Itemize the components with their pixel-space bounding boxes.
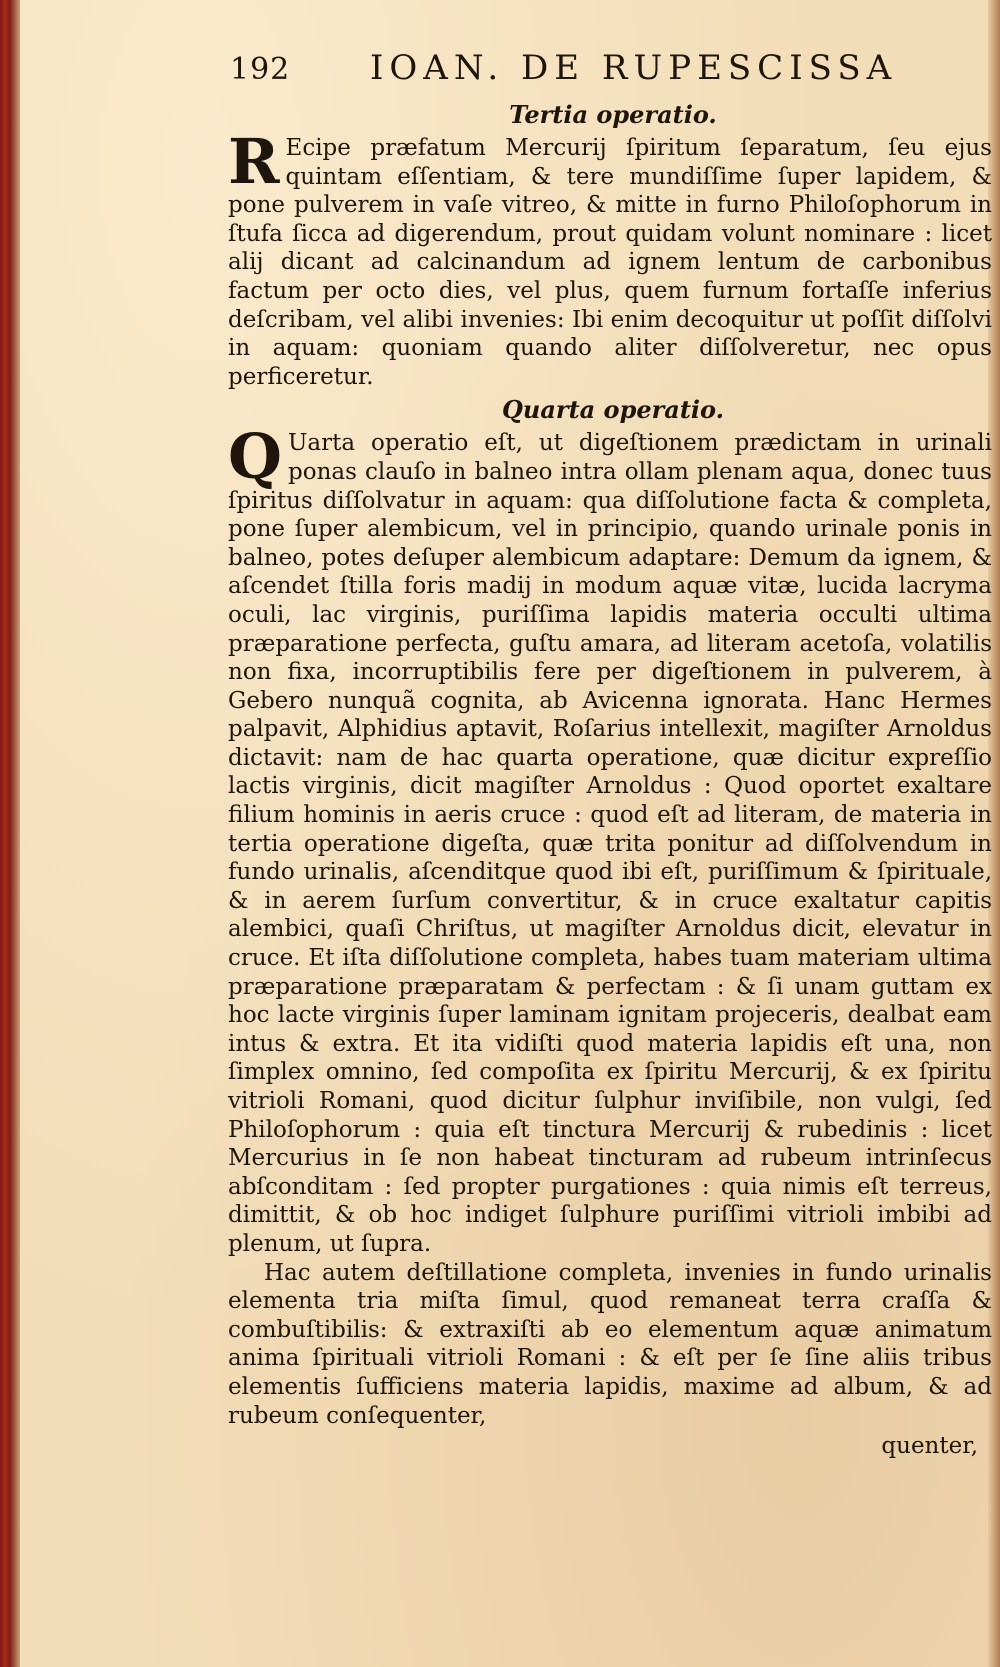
page-header <box>230 40 930 95</box>
catchword: quenter, <box>881 1433 978 1460</box>
paragraph-text: Uarta operatio eſt, ut digeſtionem prædictam in urinali ponas clauſo in balneo intra ollam plenam aqua, donec tuus ſpiritus diſſolvatur in aquam: qua diſſolutione facta & completa, pone ſuper alembicum, vel in principio, quando urinale ponis in balneo, potes deſuper alembicum adaptare: Demum da ignem, & aſcendet ſtilla foris madij in modum aquæ vitæ, lucida lacryma oculi, lac virginis, puriſſima lapidis materia occulti ultima præparatione perfecta, guſtu amara, ad literam acetoſa, volatilis non fixa, incorruptibilis fere per digeſtionem in pulverem, à Gebero nunquã cognita, ab Avicenna ignorata. Hanc Hermes palpavit, Alphidius aptavit, Roſarius intellexit, magiſter Arnoldus dictavit: nam de hac quarta operatione, quæ dicitur expreſſio lactis virginis, dicit magiſter Arnoldus : Quod oportet exaltare filium hominis in aeris cruce : quod eſt ad literam, de materia in tertia operatione digeſta, quæ trita ponitur ad diſſolvendum in fundo urinalis, aſcenditque quod ibi eſt, puriſſimum & ſpirituale, & in aerem ſurſum convertitur, & in cruce exaltatur capitis alembici, quaſi Chriſtus, ut magiſter Arnoldus dicit, elevatur in cruce. Et iſta diſſolutione completa, habes tuam materiam ultima præparatione præparatam & perfectam : & ſi unam guttam ex hoc lacte virginis ſuper laminam ignitam projeceris, dealbat eam intus & extra. Et ita vidiſti quod materia lapidis eſt una, non ſimplex omnino, ſed compoſita ex ſpiritu Mercurij, & ex ſpiritu vitrioli Romani, quod dicitur ſulphur inviſibile, non vulgi, ſed Philoſophorum : quia eſt tinctura Mercurij & rubedinis : licet Mercurius in ſe non habeat tincturam ad rubeum intrinſecus abſconditam : ſed propter purgationes : quia nimis eſt terreus, dimittit, & ob hoc indiget ſulphure puriſſimi vitrioli imbibi ad plenum, ut ſupra. <box>228 430 992 1257</box>
paragraph-text: Hac autem deſtillatione completa, invenies in fundo urinalis elementa tria miſta ſimul, quod remaneat terra craſſa & combuſtibilis: & extraxiſti ab eo elementum aquæ animatum anima ſpirituali vitrioli Romani : & eſt per ſe ſine aliis tribus elementis ſufficiens materia lapidis, maxime ad album, & ad rubeum conſequenter, <box>228 1259 992 1429</box>
drop-cap: Q <box>228 420 283 494</box>
drop-cap: R <box>228 125 280 198</box>
running-head: IOAN. DE RUPESCISSA <box>370 48 898 88</box>
section-heading-tertia: Tertia operatio. <box>509 100 717 129</box>
paragraph-text: Ecipe præfatum Mercurij ſpiritum ſeparatum, ſeu ejus quintam eſſentiam, & tere mundiſſime ſuper lapidem, & pone pulverem in vaſe vitreo, & mitte in furno Philoſophorum in ſtufa ſicca ad digerendum, prout quidam volunt nominare : licet alij dicant ad calcinandum ad ignem lentum de carbonibus factum per octo dies, vel plus, quem furnum fortaſſe inferius deſcribam, vel alibi invenies: Ibi enim decoquitur ut poſſit diſſolvi in aquam: quoniam quando aliter diſſolveretur, nec opus perficeretur. <box>228 135 992 390</box>
section-heading-quarta: Quarta operatio. <box>502 395 724 425</box>
paragraph-closing <box>228 1259 998 1431</box>
book-binding-edge <box>0 0 20 1667</box>
page-body <box>228 96 998 1460</box>
page-number: 192 <box>230 52 291 87</box>
paragraph-tertia <box>228 125 998 391</box>
paragraph-quarta <box>228 420 998 1258</box>
